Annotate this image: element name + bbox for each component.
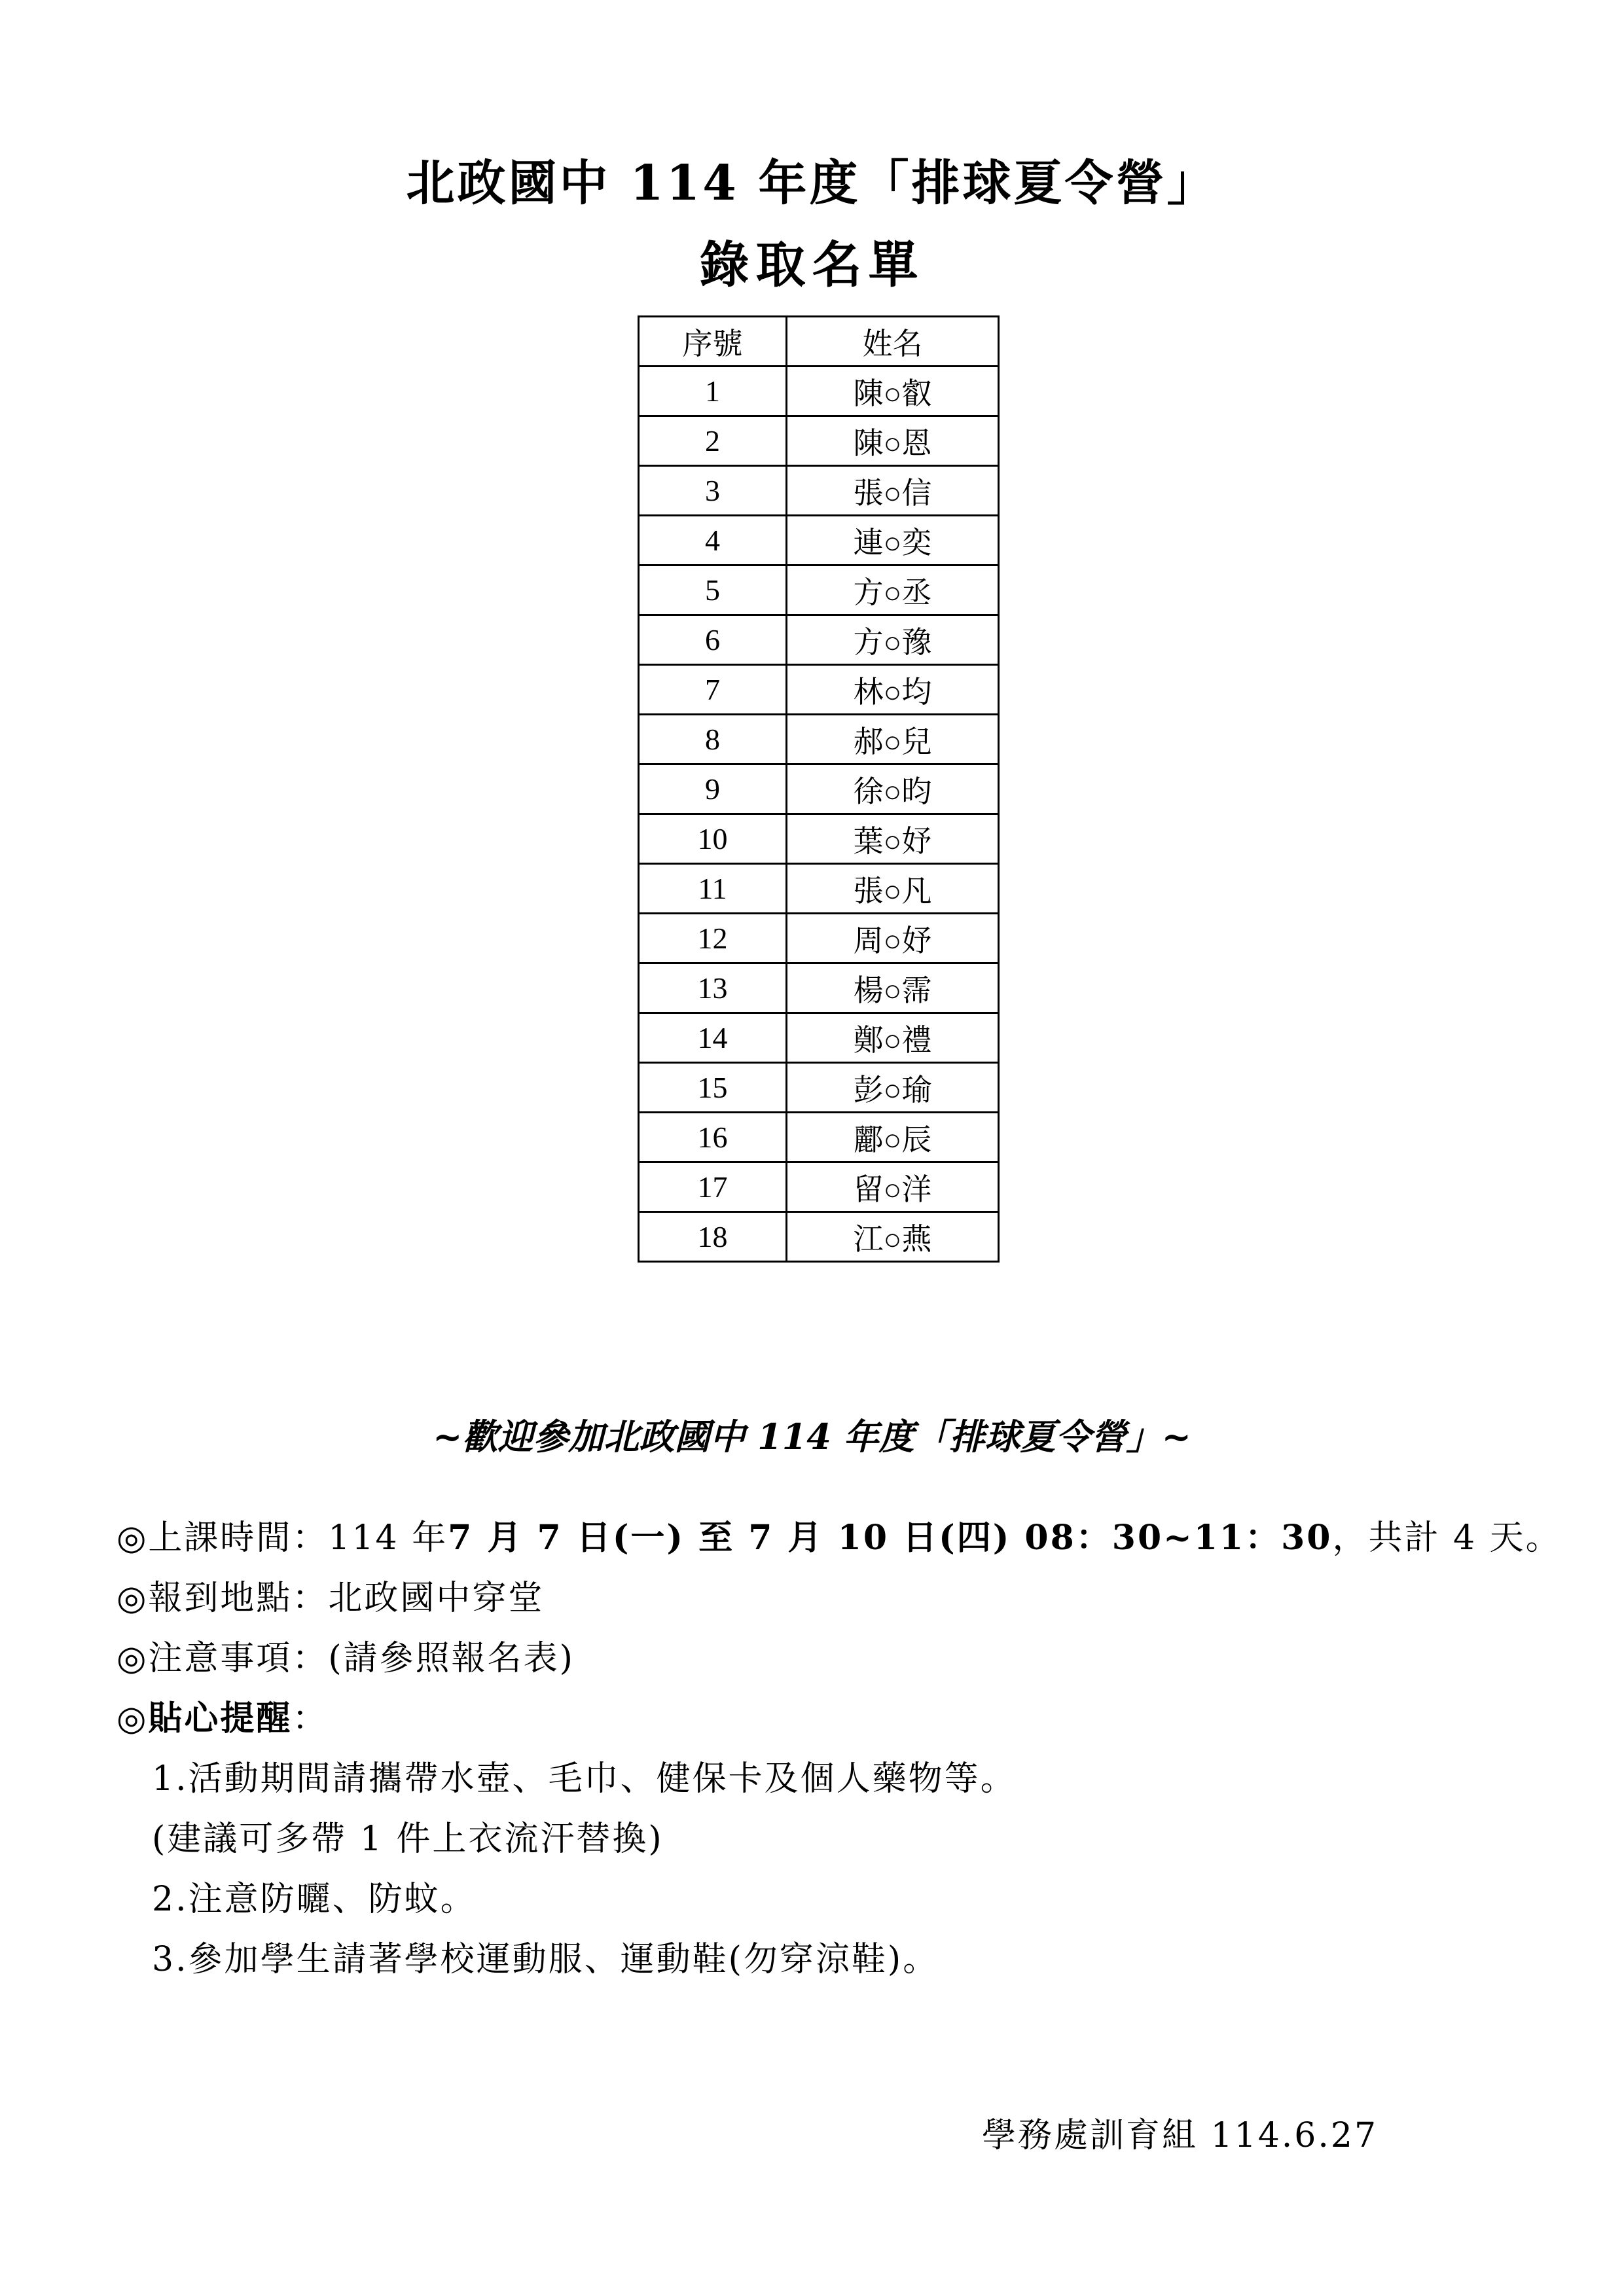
name-cell: 方○豫 bbox=[787, 615, 999, 665]
reminder-item-1-note: (建議可多帶 1 件上衣流汗替換) bbox=[152, 1820, 664, 1859]
table-header-row bbox=[639, 317, 999, 367]
reminder-item-2: 2.注意防曬、防蚊。 bbox=[152, 1880, 477, 1919]
name-cell: 江○燕 bbox=[787, 1212, 999, 1262]
welcome-banner: ~歡迎參加北政國中 114 年度「排球夏令營」~ bbox=[433, 1416, 1191, 1458]
class-time-line bbox=[117, 1509, 1562, 1568]
class-time-label: ◎上課時間：114 年 bbox=[117, 1518, 448, 1558]
reminder-item-1: 1.活動期間請攜帶水壺、毛巾、健保卡及個人藥物等。 bbox=[152, 1759, 1017, 1799]
name-cell: 陳○恩 bbox=[787, 416, 999, 466]
serial-cell: 6 bbox=[639, 615, 787, 665]
name-cell: 林○均 bbox=[787, 665, 999, 715]
serial-cell: 11 bbox=[639, 864, 787, 914]
notes-line: ◎注意事項：(請參照報名表) bbox=[117, 1639, 575, 1678]
serial-cell: 14 bbox=[639, 1013, 787, 1063]
table-row bbox=[639, 565, 999, 615]
reminder-heading bbox=[117, 1689, 328, 1748]
table-row bbox=[639, 963, 999, 1013]
name-cell: 酈○辰 bbox=[787, 1113, 999, 1162]
name-cell: 方○丞 bbox=[787, 565, 999, 615]
table-row bbox=[639, 814, 999, 864]
serial-cell: 4 bbox=[639, 516, 787, 565]
name-cell: 陳○叡 bbox=[787, 367, 999, 416]
check-in-location: ◎報到地點：北政國中穿堂 bbox=[117, 1579, 545, 1618]
table-row bbox=[639, 764, 999, 814]
name-cell: 張○信 bbox=[787, 466, 999, 516]
name-cell: 彭○瑜 bbox=[787, 1063, 999, 1113]
table-body bbox=[639, 367, 999, 1262]
table-row bbox=[639, 516, 999, 565]
serial-cell: 3 bbox=[639, 466, 787, 516]
serial-cell: 12 bbox=[639, 914, 787, 963]
name-cell: 葉○妤 bbox=[787, 814, 999, 864]
name-cell: 留○洋 bbox=[787, 1162, 999, 1212]
table-row bbox=[639, 864, 999, 914]
name-cell: 周○妤 bbox=[787, 914, 999, 963]
name-cell: 郝○兒 bbox=[787, 715, 999, 764]
table-row bbox=[639, 1212, 999, 1262]
name-cell: 連○奕 bbox=[787, 516, 999, 565]
table-row bbox=[639, 367, 999, 416]
serial-cell: 1 bbox=[639, 367, 787, 416]
table-row bbox=[639, 665, 999, 715]
table-row bbox=[639, 416, 999, 466]
table-row bbox=[639, 1162, 999, 1212]
name-cell: 鄭○禮 bbox=[787, 1013, 999, 1063]
serial-cell: 13 bbox=[639, 963, 787, 1013]
header-serial: 序號 bbox=[639, 317, 787, 367]
serial-cell: 16 bbox=[639, 1113, 787, 1162]
table-row bbox=[639, 1063, 999, 1113]
reminder-colon: ： bbox=[292, 1699, 329, 1738]
document-subtitle: 錄取名單 bbox=[699, 236, 925, 294]
serial-cell: 5 bbox=[639, 565, 787, 615]
reminder-item-3: 3.參加學生請著學校運動服、運動鞋(勿穿涼鞋)。 bbox=[152, 1940, 939, 1979]
table-row bbox=[639, 715, 999, 764]
serial-cell: 8 bbox=[639, 715, 787, 764]
class-time-dates: 7 月 7 日(一) 至 7 月 10 日(四) 08：30~11：30 bbox=[448, 1518, 1333, 1558]
document-title: 北政國中 114 年度「排球夏令營」 bbox=[406, 155, 1218, 211]
serial-cell: 9 bbox=[639, 764, 787, 814]
reminder-title: 貼心提醒 bbox=[148, 1698, 293, 1738]
table-row bbox=[639, 1013, 999, 1063]
table-row bbox=[639, 1113, 999, 1162]
serial-cell: 7 bbox=[639, 665, 787, 715]
name-cell: 張○凡 bbox=[787, 864, 999, 914]
reminder-prefix: ◎ bbox=[117, 1699, 149, 1738]
issuer-and-date: 學務處訓育組 114.6.27 bbox=[982, 2116, 1379, 2155]
table-row bbox=[639, 615, 999, 665]
table-row bbox=[639, 914, 999, 963]
name-cell: 徐○昀 bbox=[787, 764, 999, 814]
serial-cell: 17 bbox=[639, 1162, 787, 1212]
serial-cell: 18 bbox=[639, 1212, 787, 1262]
admission-list-table bbox=[638, 315, 1000, 1263]
table-row bbox=[639, 466, 999, 516]
serial-cell: 15 bbox=[639, 1063, 787, 1113]
serial-cell: 2 bbox=[639, 416, 787, 466]
header-name: 姓名 bbox=[787, 317, 999, 367]
class-time-total: ，共計 4 天。 bbox=[1332, 1518, 1562, 1558]
serial-cell: 10 bbox=[639, 814, 787, 864]
name-cell: 楊○霈 bbox=[787, 963, 999, 1013]
